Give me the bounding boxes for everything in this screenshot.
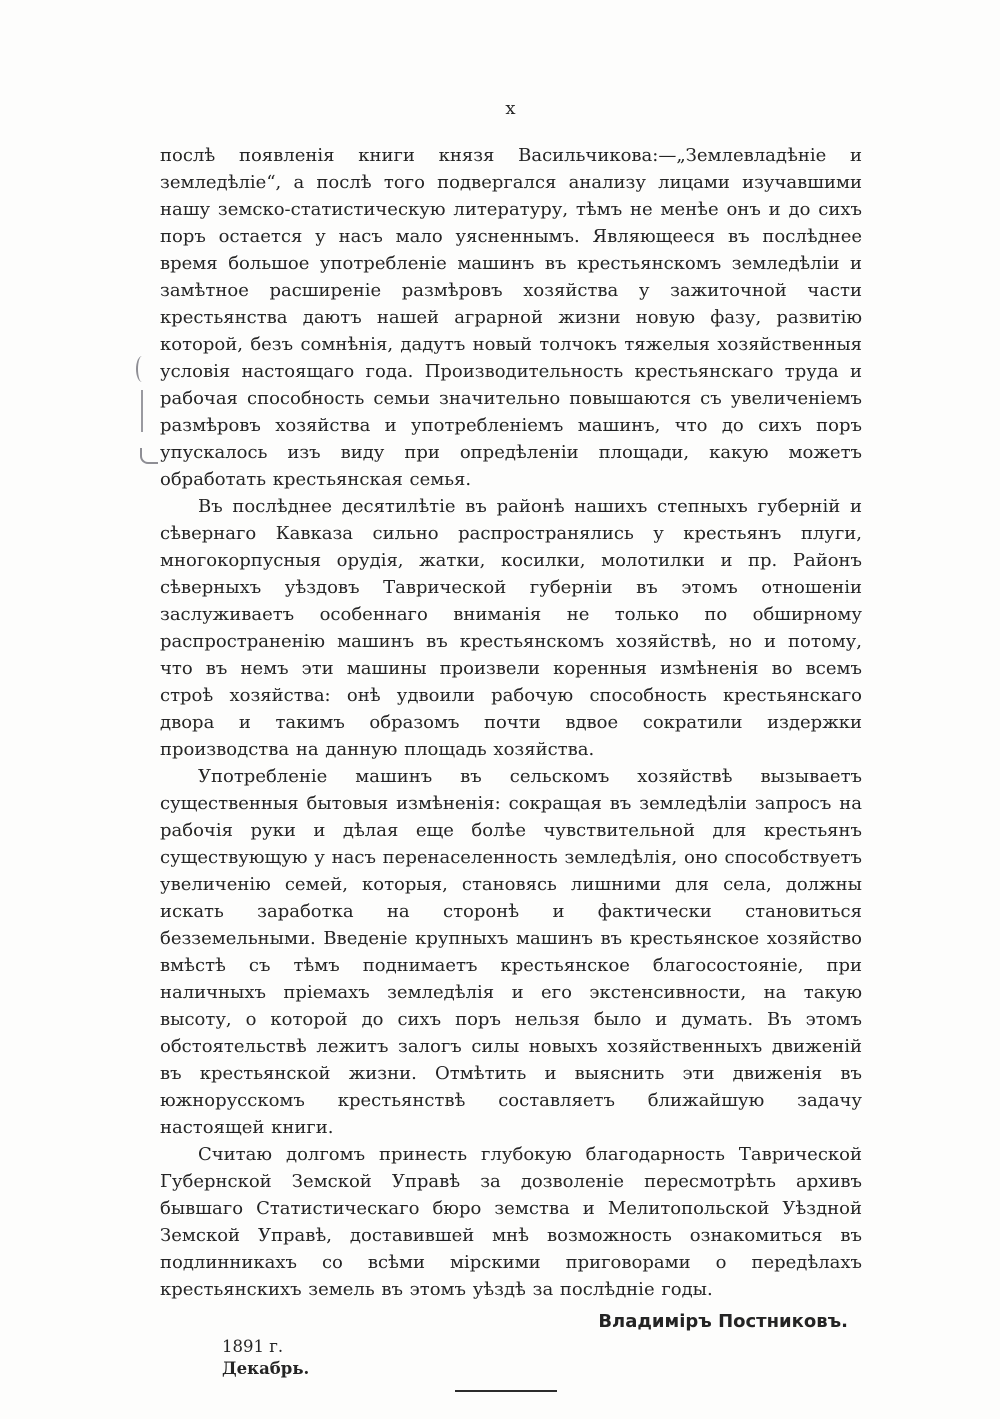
paragraph-4: Считаю долгомъ принесть глубокую благодарность Таврической Губернской Земской Управѣ за дозволеніе пересмотрѣть архивъ бывшаго Статистическаго бюро земства и Мелитопольской Уѣздной Земской Управѣ, доставившей мнѣ возможность ознакомиться въ подлинникахъ со всѣми мірскими приговорами о передѣлахъ крестьянскихъ земель въ этомъ уѣздѣ за послѣдніе годы. (160, 1144, 862, 1300)
paragraph-3: Употребленіе машинъ въ сельскомъ хозяйствѣ вызываетъ существенныя бытовыя измѣненія: сокращая въ земледѣліи запросъ на рабочія руки и дѣлая еще болѣе чувствительной для крестьянъ существующую у насъ перенаселенность земледѣлія, оно способствуетъ увеличенію семей, которыя, становясь лишними для села, должны искать заработка на сторонѣ и фактически становиться безземельными. Введеніе крупныхъ машинъ въ крестьянское хозяйство вмѣстѣ съ тѣмъ поднимаетъ крестьянское благосостояніе, при наличныхъ пріемахъ земледѣлія и его экстенсивности, на такую высоту, о которой до сихъ поръ нельзя было и думать. Въ этомъ обстоятельствѣ лежитъ залогъ силы новыхъ хозяйственныхъ движеній въ крестьянской жизни. Отмѣтить и выяснить эти движенія въ южнорусскомъ крестьянствѣ составляетъ ближайшую задачу настоящей книги. (160, 766, 862, 1138)
date-month: Декабрь. (222, 1359, 310, 1378)
date-block (222, 1336, 862, 1380)
paragraph-2: Въ послѣднее десятилѣтіе въ районѣ нашихъ степныхъ губерній и сѣвернаго Кавказа сильно распространялись у крестьянъ плуги, многокорпусныя орудія, жатки, косилки, молотилки и пр. Районъ сѣверныхъ уѣздовъ Таврической губерніи въ этомъ отношеніи заслуживаетъ особеннаго вниманія не только по обширному распространенію машинъ въ крестьянскомъ хозяйствѣ, но и потому, что въ немъ эти машины произвели коренныя измѣненія во всемъ строѣ хозяйства: онѣ удвоили рабочую способность крестьянскаго двора и такимъ образомъ почти вдвое сократили издержки производства на данную площадь хозяйства. (160, 496, 862, 760)
pencil-hook-mark (140, 448, 158, 464)
author-signature: Владиміръ Постниковъ. (598, 1311, 848, 1332)
date-year: 1891 г. (222, 1337, 284, 1356)
text-block (160, 142, 862, 1392)
paragraph-1: послѣ появленія книги князя Васильчикова:—„Землевладѣніе и земледѣліе“, а послѣ того подвергался анализу лицами изучавшими нашу земско-статистическую литературу, тѣмъ не менѣе онъ и до сихъ поръ остается у насъ мало уясненнымъ. Являющееся въ послѣднее время большое употребленіе машинъ въ крестьянскомъ земледѣліи и замѣтное расширеніе размѣровъ хозяйства у зажиточной части крестьянства даютъ нашей аграрной жизни новую фазу, развитію которой, безъ сомнѣнія, дадутъ новый толчокъ тяжелыя хозяйственныя условія настоящаго года. Производительность крестьянскаго труда и рабочая способность семьи значительно повышаются съ увеличеніемъ размѣровъ хозяйства и употребленіемъ машинъ, что до сихъ поръ упускалось изъ виду при опредѣленіи площади, какую можетъ обработать крестьянская семья. (160, 145, 862, 490)
page-number: x (505, 98, 517, 119)
pencil-parenthesis-mark (136, 356, 148, 382)
pencil-stroke-mark (141, 390, 143, 432)
end-rule (455, 1390, 557, 1392)
